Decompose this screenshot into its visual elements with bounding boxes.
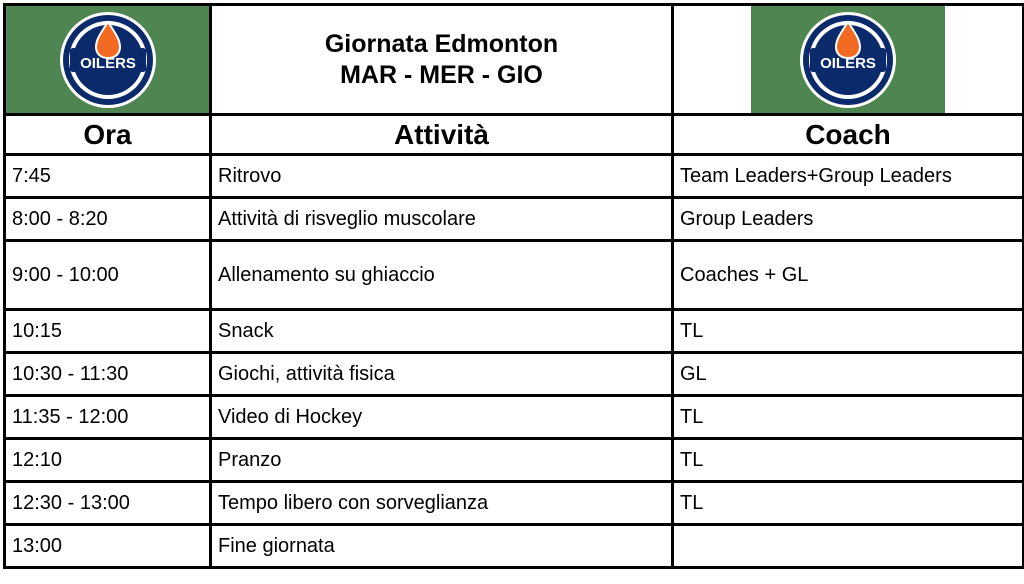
title-line-2: MAR - MER - GIO: [340, 60, 543, 89]
cell-attivita: Pranzo: [211, 439, 673, 482]
cell-attivita: Allenamento su ghiaccio: [211, 241, 673, 310]
cell-attivita: Giochi, attività fisica: [211, 353, 673, 396]
cell-coach: TL: [673, 310, 1024, 353]
column-header-ora: Ora: [5, 115, 211, 155]
table-row: [5, 396, 1024, 439]
cell-coach: TL: [673, 439, 1024, 482]
cell-ora: 12:30 - 13:00: [5, 482, 211, 525]
cell-ora: 8:00 - 8:20: [5, 198, 211, 241]
cell-ora: 10:30 - 11:30: [5, 353, 211, 396]
oilers-logo-icon: [796, 10, 900, 110]
cell-coach: Team Leaders+Group Leaders: [673, 155, 1024, 198]
table-row: [5, 198, 1024, 241]
svg-text:OILERS: OILERS: [820, 54, 876, 72]
svg-text:OILERS: OILERS: [79, 54, 136, 72]
logo-left: [6, 6, 209, 113]
cell-attivita: Video di Hockey: [211, 396, 673, 439]
cell-attivita: Fine giornata: [211, 525, 673, 568]
logo-cell-left: [5, 5, 211, 115]
table-row: [5, 353, 1024, 396]
oilers-logo-icon: [56, 10, 160, 110]
column-header-coach: Coach: [673, 115, 1024, 155]
column-header-attivita: Attività: [211, 115, 673, 155]
cell-ora: 10:15: [5, 310, 211, 353]
cell-coach: [673, 525, 1024, 568]
cell-coach: Coaches + GL: [673, 241, 1024, 310]
table-row: [5, 241, 1024, 310]
table-row: [5, 482, 1024, 525]
logo-right: [751, 6, 945, 113]
schedule-table: [3, 3, 1024, 569]
cell-attivita: Ritrovo: [211, 155, 673, 198]
cell-coach: TL: [673, 482, 1024, 525]
cell-attivita: Attività di risveglio muscolare: [211, 198, 673, 241]
title-line-1: Giornata Edmonton: [324, 29, 559, 58]
cell-ora: 11:35 - 12:00: [5, 396, 211, 439]
table-row: [5, 439, 1024, 482]
cell-coach: GL: [673, 353, 1024, 396]
cell-ora: 13:00: [5, 525, 211, 568]
page-title: [211, 5, 673, 115]
column-header-row: [5, 115, 1024, 155]
table-row: [5, 525, 1024, 568]
cell-coach: TL: [673, 396, 1024, 439]
table-row: [5, 155, 1024, 198]
cell-ora: 7:45: [5, 155, 211, 198]
cell-attivita: Tempo libero con sorveglianza: [211, 482, 673, 525]
cell-ora: 9:00 - 10:00: [5, 241, 211, 310]
cell-ora: 12:10: [5, 439, 211, 482]
table-row: [5, 310, 1024, 353]
cell-attivita: Snack: [211, 310, 673, 353]
logo-cell-right: [673, 5, 1024, 115]
cell-coach: Group Leaders: [673, 198, 1024, 241]
